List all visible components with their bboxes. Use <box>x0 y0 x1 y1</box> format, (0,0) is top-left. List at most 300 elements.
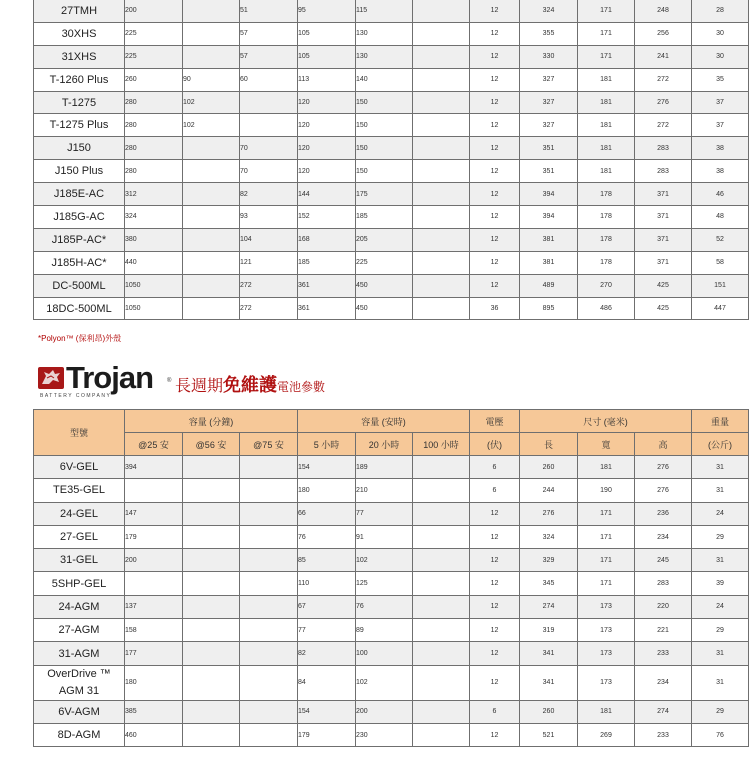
value-cell: 12 <box>470 619 520 642</box>
value-cell: 70 <box>240 160 298 183</box>
subheader-length: 長 <box>520 433 578 456</box>
section-headline <box>175 371 325 397</box>
value-cell: 327 <box>520 91 578 114</box>
value-cell: 38 <box>692 160 749 183</box>
model-cell: 5SHP-GEL <box>34 572 125 595</box>
value-cell: 24 <box>692 595 749 618</box>
subheader-weight-unit: (公斤) <box>692 433 749 456</box>
value-cell <box>183 642 240 665</box>
header-voltage: 電壓 <box>470 410 520 433</box>
value-cell: 180 <box>125 665 183 700</box>
value-cell: 521 <box>520 723 578 746</box>
value-cell <box>183 723 240 746</box>
value-cell: 324 <box>520 525 578 548</box>
value-cell: 450 <box>356 297 413 320</box>
value-cell <box>183 297 240 320</box>
value-cell <box>413 251 470 274</box>
value-cell <box>413 91 470 114</box>
value-cell <box>183 228 240 251</box>
value-cell <box>413 479 470 502</box>
value-cell: 181 <box>578 137 635 160</box>
subheader-75a: @75 安 <box>240 433 298 456</box>
value-cell: 276 <box>635 456 692 479</box>
value-cell: 120 <box>298 137 356 160</box>
headline-part-3: 電池參數 <box>277 380 326 394</box>
value-cell <box>413 22 470 45</box>
value-cell <box>240 91 298 114</box>
value-cell: 345 <box>520 572 578 595</box>
value-cell: 95 <box>298 0 356 22</box>
header-dimensions: 尺寸 (毫米) <box>520 410 692 433</box>
value-cell: 30 <box>692 45 749 68</box>
value-cell: 104 <box>240 228 298 251</box>
table-row <box>34 297 749 320</box>
model-cell: T-1260 Plus <box>34 68 125 91</box>
model-cell: 27-GEL <box>34 525 125 548</box>
value-cell: 220 <box>635 595 692 618</box>
table-row <box>34 183 749 206</box>
value-cell <box>183 572 240 595</box>
value-cell: 269 <box>578 723 635 746</box>
table-row <box>34 206 749 229</box>
value-cell <box>183 456 240 479</box>
model-cell: 27-AGM <box>34 619 125 642</box>
table-row <box>34 479 749 502</box>
value-cell: 283 <box>635 160 692 183</box>
value-cell <box>413 45 470 68</box>
value-cell: 82 <box>240 183 298 206</box>
value-cell: 89 <box>356 619 413 642</box>
value-cell: 70 <box>240 137 298 160</box>
table-row <box>34 642 749 665</box>
value-cell: 150 <box>356 91 413 114</box>
value-cell: 12 <box>470 22 520 45</box>
model-cell: 27TMH <box>34 0 125 22</box>
value-cell <box>240 502 298 525</box>
value-cell: 272 <box>240 274 298 297</box>
value-cell: 102 <box>183 114 240 137</box>
value-cell: 1050 <box>125 274 183 297</box>
model-cell: J150 <box>34 137 125 160</box>
value-cell <box>413 525 470 548</box>
model-line-2: AGM 31 <box>58 684 100 697</box>
value-cell: 173 <box>578 642 635 665</box>
value-cell: 12 <box>470 91 520 114</box>
value-cell: 121 <box>240 251 298 274</box>
value-cell: 177 <box>125 642 183 665</box>
value-cell <box>240 642 298 665</box>
value-cell: 371 <box>635 206 692 229</box>
value-cell: 185 <box>356 206 413 229</box>
value-cell: 486 <box>578 297 635 320</box>
value-cell <box>125 479 183 502</box>
value-cell: 276 <box>635 479 692 502</box>
value-cell: 371 <box>635 228 692 251</box>
value-cell <box>413 642 470 665</box>
value-cell <box>183 160 240 183</box>
headline-part-1: 長週期 <box>175 378 224 395</box>
table-row <box>34 274 749 297</box>
value-cell: 168 <box>298 228 356 251</box>
value-cell: 171 <box>578 549 635 572</box>
value-cell: 312 <box>125 183 183 206</box>
value-cell: 394 <box>520 183 578 206</box>
table-row <box>34 91 749 114</box>
value-cell: 120 <box>298 160 356 183</box>
model-cell: J185G-AC <box>34 206 125 229</box>
value-cell: 327 <box>520 68 578 91</box>
value-cell: 51 <box>240 0 298 22</box>
value-cell: 12 <box>470 595 520 618</box>
value-cell: 137 <box>125 595 183 618</box>
model-cell: 18DC-500ML <box>34 297 125 320</box>
value-cell: 425 <box>635 297 692 320</box>
value-cell: 77 <box>298 619 356 642</box>
value-cell <box>183 22 240 45</box>
table-row <box>34 619 749 642</box>
value-cell: 272 <box>635 68 692 91</box>
value-cell: 105 <box>298 22 356 45</box>
trojan-logo-wordmark: Trojan <box>66 360 154 395</box>
table-row <box>34 572 749 595</box>
value-cell: 260 <box>125 68 183 91</box>
value-cell: 260 <box>520 700 578 723</box>
header-weight: 重量 <box>692 410 749 433</box>
value-cell: 324 <box>520 0 578 22</box>
model-cell: 31-GEL <box>34 549 125 572</box>
model-cell: 30XHS <box>34 22 125 45</box>
table-row <box>34 251 749 274</box>
header-model: 型號 <box>34 410 125 456</box>
value-cell: 24 <box>692 502 749 525</box>
value-cell: 200 <box>125 549 183 572</box>
model-cell: 6V-AGM <box>34 700 125 723</box>
bottom-spec-table <box>33 409 749 747</box>
value-cell: 274 <box>520 595 578 618</box>
value-cell: 12 <box>470 137 520 160</box>
table-row <box>34 160 749 183</box>
value-cell <box>240 723 298 746</box>
value-cell: 181 <box>578 91 635 114</box>
value-cell: 283 <box>635 572 692 595</box>
value-cell: 200 <box>356 700 413 723</box>
model-cell: DC-500ML <box>34 274 125 297</box>
value-cell <box>413 549 470 572</box>
value-cell: 36 <box>470 297 520 320</box>
subheader-volt-unit: (伏) <box>470 433 520 456</box>
value-cell <box>413 183 470 206</box>
value-cell: 12 <box>470 642 520 665</box>
value-cell: 173 <box>578 665 635 700</box>
value-cell: 66 <box>298 502 356 525</box>
model-cell: J185E-AC <box>34 183 125 206</box>
value-cell <box>183 137 240 160</box>
value-cell: 120 <box>298 114 356 137</box>
value-cell: 12 <box>470 160 520 183</box>
value-cell: 12 <box>470 502 520 525</box>
value-cell: 29 <box>692 525 749 548</box>
value-cell: 489 <box>520 274 578 297</box>
value-cell: 31 <box>692 642 749 665</box>
value-cell: 272 <box>240 297 298 320</box>
value-cell: 256 <box>635 22 692 45</box>
value-cell: 6 <box>470 479 520 502</box>
value-cell: 102 <box>356 665 413 700</box>
value-cell: 48 <box>692 206 749 229</box>
value-cell <box>183 206 240 229</box>
value-cell: 319 <box>520 619 578 642</box>
value-cell <box>183 45 240 68</box>
value-cell: 130 <box>356 45 413 68</box>
model-cell: TE35-GEL <box>34 479 125 502</box>
table-row <box>34 665 749 700</box>
value-cell: 125 <box>356 572 413 595</box>
value-cell: 76 <box>298 525 356 548</box>
value-cell <box>240 700 298 723</box>
value-cell: 6 <box>470 700 520 723</box>
value-cell: 91 <box>356 525 413 548</box>
table-row <box>34 723 749 746</box>
value-cell: 234 <box>635 665 692 700</box>
value-cell: 12 <box>470 572 520 595</box>
value-cell: 447 <box>692 297 749 320</box>
value-cell: 58 <box>692 251 749 274</box>
value-cell: 210 <box>356 479 413 502</box>
table-row <box>34 595 749 618</box>
value-cell <box>413 595 470 618</box>
table-row <box>34 114 749 137</box>
value-cell <box>413 68 470 91</box>
value-cell: 12 <box>470 665 520 700</box>
value-cell <box>183 700 240 723</box>
value-cell <box>413 228 470 251</box>
value-cell: 38 <box>692 137 749 160</box>
value-cell: 361 <box>298 274 356 297</box>
value-cell: 151 <box>692 274 749 297</box>
value-cell <box>240 595 298 618</box>
value-cell: 130 <box>356 22 413 45</box>
value-cell: 225 <box>125 45 183 68</box>
value-cell: 150 <box>356 160 413 183</box>
value-cell: 341 <box>520 642 578 665</box>
table-row <box>34 45 749 68</box>
value-cell: 29 <box>692 700 749 723</box>
value-cell: 12 <box>470 723 520 746</box>
trojan-brand-header <box>38 360 438 406</box>
table-row <box>34 456 749 479</box>
value-cell <box>183 274 240 297</box>
model-cell: 31-AGM <box>34 642 125 665</box>
value-cell: 330 <box>520 45 578 68</box>
value-cell: 12 <box>470 549 520 572</box>
value-cell <box>183 183 240 206</box>
value-cell <box>183 619 240 642</box>
value-cell: 67 <box>298 595 356 618</box>
subheader-width: 寬 <box>578 433 635 456</box>
value-cell <box>413 137 470 160</box>
value-cell: 244 <box>520 479 578 502</box>
value-cell: 105 <box>298 45 356 68</box>
value-cell: 276 <box>635 91 692 114</box>
model-cell: J185H-AC* <box>34 251 125 274</box>
value-cell <box>240 665 298 700</box>
headline-part-2: 免維護 <box>223 375 278 395</box>
value-cell: 341 <box>520 665 578 700</box>
value-cell: 371 <box>635 251 692 274</box>
top-spec-table <box>33 0 749 320</box>
value-cell: 12 <box>470 525 520 548</box>
value-cell: 31 <box>692 549 749 572</box>
value-cell: 76 <box>692 723 749 746</box>
value-cell: 90 <box>183 68 240 91</box>
value-cell <box>413 160 470 183</box>
value-cell <box>413 0 470 22</box>
value-cell: 173 <box>578 595 635 618</box>
value-cell: 12 <box>470 251 520 274</box>
value-cell: 361 <box>298 297 356 320</box>
value-cell: 460 <box>125 723 183 746</box>
value-cell: 171 <box>578 502 635 525</box>
table-row <box>34 228 749 251</box>
value-cell: 12 <box>470 45 520 68</box>
value-cell <box>413 274 470 297</box>
value-cell: 181 <box>578 68 635 91</box>
subheader-20h: 20 小時 <box>356 433 413 456</box>
value-cell: 28 <box>692 0 749 22</box>
value-cell: 85 <box>298 549 356 572</box>
value-cell: 178 <box>578 206 635 229</box>
value-cell: 181 <box>578 160 635 183</box>
value-cell: 225 <box>125 22 183 45</box>
value-cell: 35 <box>692 68 749 91</box>
table-row <box>34 700 749 723</box>
value-cell: 200 <box>125 0 183 22</box>
value-cell: 225 <box>356 251 413 274</box>
registered-mark: ® <box>167 378 172 384</box>
value-cell <box>240 456 298 479</box>
value-cell: 12 <box>470 114 520 137</box>
value-cell <box>183 0 240 22</box>
value-cell <box>413 206 470 229</box>
value-cell <box>183 502 240 525</box>
value-cell: 385 <box>125 700 183 723</box>
model-cell <box>34 665 125 700</box>
value-cell: 245 <box>635 549 692 572</box>
value-cell: 380 <box>125 228 183 251</box>
value-cell: 154 <box>298 456 356 479</box>
value-cell <box>183 665 240 700</box>
model-cell: 6V-GEL <box>34 456 125 479</box>
value-cell: 324 <box>125 206 183 229</box>
value-cell: 82 <box>298 642 356 665</box>
value-cell: 381 <box>520 251 578 274</box>
value-cell: 76 <box>356 595 413 618</box>
model-cell: 8D-AGM <box>34 723 125 746</box>
value-cell <box>413 665 470 700</box>
value-cell: 158 <box>125 619 183 642</box>
value-cell: 355 <box>520 22 578 45</box>
value-cell: 276 <box>520 502 578 525</box>
value-cell: 274 <box>635 700 692 723</box>
value-cell: 185 <box>298 251 356 274</box>
value-cell: 171 <box>578 572 635 595</box>
header-capacity-amp-hours: 容量 (安時) <box>298 410 470 433</box>
value-cell: 37 <box>692 91 749 114</box>
value-cell: 1050 <box>125 297 183 320</box>
value-cell <box>240 479 298 502</box>
value-cell: 147 <box>125 502 183 525</box>
subheader-100h: 100 小時 <box>413 433 470 456</box>
value-cell: 113 <box>298 68 356 91</box>
value-cell: 205 <box>356 228 413 251</box>
value-cell: 179 <box>298 723 356 746</box>
value-cell: 12 <box>470 0 520 22</box>
value-cell <box>183 525 240 548</box>
value-cell: 351 <box>520 137 578 160</box>
model-cell: 24-AGM <box>34 595 125 618</box>
value-cell: 110 <box>298 572 356 595</box>
model-cell: 24-GEL <box>34 502 125 525</box>
table-row <box>34 502 749 525</box>
value-cell <box>413 502 470 525</box>
value-cell: 394 <box>125 456 183 479</box>
value-cell: 270 <box>578 274 635 297</box>
value-cell: 179 <box>125 525 183 548</box>
table-row <box>34 22 749 45</box>
value-cell <box>413 572 470 595</box>
subheader-height: 高 <box>635 433 692 456</box>
value-cell: 150 <box>356 137 413 160</box>
value-cell <box>413 619 470 642</box>
model-line-1: OverDrive ™ <box>47 667 111 680</box>
value-cell: 178 <box>578 183 635 206</box>
model-cell: T-1275 <box>34 91 125 114</box>
value-cell: 181 <box>578 114 635 137</box>
value-cell: 236 <box>635 502 692 525</box>
value-cell: 178 <box>578 228 635 251</box>
value-cell: 234 <box>635 525 692 548</box>
trojan-horse-logo-icon <box>38 367 64 389</box>
value-cell: 100 <box>356 642 413 665</box>
value-cell: 280 <box>125 137 183 160</box>
value-cell: 150 <box>356 114 413 137</box>
value-cell: 381 <box>520 228 578 251</box>
value-cell: 12 <box>470 68 520 91</box>
header-capacity-minutes: 容量 (分鐘) <box>125 410 298 433</box>
value-cell: 248 <box>635 0 692 22</box>
value-cell: 272 <box>635 114 692 137</box>
table-row <box>34 525 749 548</box>
value-cell <box>413 723 470 746</box>
value-cell: 283 <box>635 137 692 160</box>
value-cell: 280 <box>125 160 183 183</box>
value-cell: 12 <box>470 183 520 206</box>
value-cell: 52 <box>692 228 749 251</box>
value-cell <box>240 549 298 572</box>
value-cell: 181 <box>578 700 635 723</box>
value-cell: 280 <box>125 114 183 137</box>
table-row <box>34 549 749 572</box>
table-row <box>34 137 749 160</box>
value-cell <box>240 619 298 642</box>
model-cell: 31XHS <box>34 45 125 68</box>
value-cell: 171 <box>578 525 635 548</box>
value-cell: 120 <box>298 91 356 114</box>
value-cell: 115 <box>356 0 413 22</box>
value-cell: 171 <box>578 45 635 68</box>
value-cell: 30 <box>692 22 749 45</box>
value-cell: 329 <box>520 549 578 572</box>
